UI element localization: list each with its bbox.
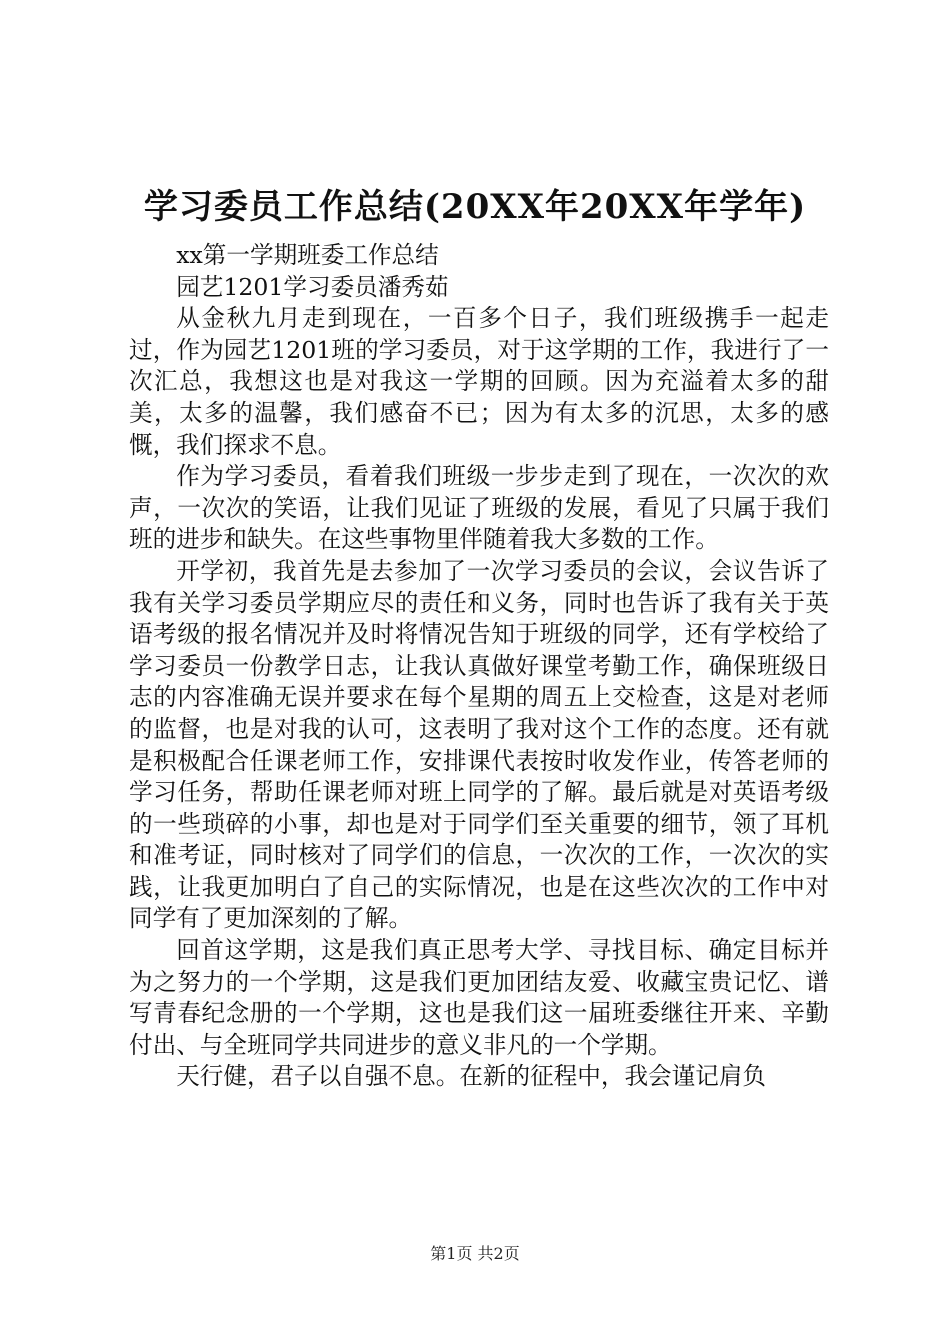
page-indicator: 第1页 共2页	[430, 1244, 520, 1263]
paragraph: 从金秋九月走到现在，一百多个日子，我们班级携手一起走过，作为园艺1201班的学习委员，对于这学期的工作，我进行了一次汇总，我想这也是对我这一学期的回顾。因为充溢着太多的甜美，太多的温馨，我们感奋不已；因为有太多的沉思，太多的感慨，我们探求不息。	[129, 304, 829, 459]
paragraph: 作为学习委员，看着我们班级一步步走到了现在，一次次的欢声，一次次的笑语，让我们见证了班级的发展，看见了只属于我们班的进步和缺失。在这些事物里伴随着我大多数的工作。	[129, 462, 829, 554]
paragraph: 回首这学期，这是我们真正思考大学、寻找目标、确定目标并为之努力的一个学期，这是我们更加团结友爱、收藏宝贵记忆、谱写青春纪念册的一个学期，这也是我们这一届班委继往开来、辛勤付出、与全班同学共同进步的意义非凡的一个学期。	[129, 936, 829, 1059]
subtitle-semester: xx第一学期班委工作总结	[176, 241, 439, 269]
paragraph: 天行健，君子以自强不息。在新的征程中，我会谨记肩负	[176, 1062, 767, 1091]
document-body	[129, 240, 829, 1093]
subtitle-author: 园艺1201学习委员潘秀茹	[176, 272, 449, 301]
page-footer	[0, 1243, 950, 1265]
paragraph: 开学初，我首先是去参加了一次学习委员的会议，会议告诉了我有关学习委员学期应尽的责任和义务，同时也告诉了我有关于英语考级的报名情况并及时将情况告知于班级的同学，还有学校给了学习委员一份教学日志，让我认真做好课堂考勤工作，确保班级日志的内容准确无误并要求在每个星期的周五上交检查，这是对老师的监督，也是对我的认可，这表明了我对这个工作的态度。还有就是积极配合任课老师工作，安排课代表按时收发作业，传答老师的学习任务，帮助任课老师对班上同学的了解。最后就是对英语考级的一些琐碎的小事，却也是对于同学们至关重要的细节，领了耳机和准考证，同时核对了同学们的信息，一次次的工作，一次次的实践，让我更加明白了自己的实际情况，也是在这些次次的工作中对同学有了更加深刻的了解。	[129, 556, 829, 933]
document-title: 学习委员工作总结(20XX年20XX年学年)	[143, 187, 807, 227]
